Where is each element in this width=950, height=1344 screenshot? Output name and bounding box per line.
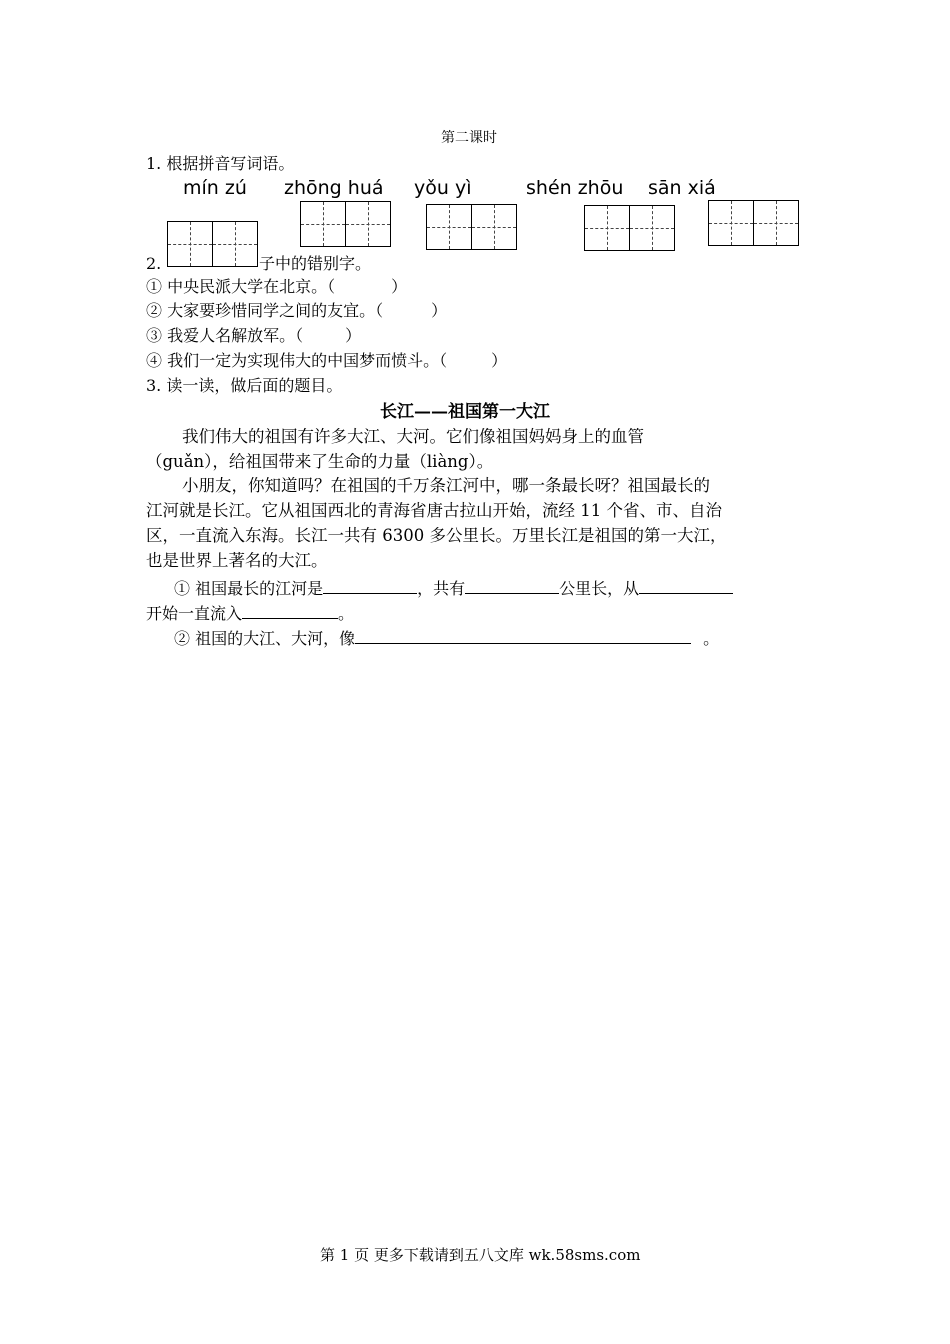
grid-cell[interactable] (585, 206, 629, 250)
writing-grid-1[interactable] (167, 221, 258, 267)
grid-cell[interactable] (427, 205, 471, 249)
pinyin-4: shén zhōu (526, 177, 624, 199)
passage-line-3: 小朋友，你知道吗？在祖国的千万条江河中，哪一条最长呀？祖国最长的 (182, 476, 710, 495)
grid-cell[interactable] (212, 222, 257, 266)
writing-grid-3[interactable] (426, 204, 517, 250)
sub-question-1-text: 开始一直流入 (146, 604, 243, 623)
sub-question-1 (174, 575, 733, 601)
writing-grid-4[interactable] (584, 205, 675, 251)
sub-question-2 (174, 625, 719, 651)
question-1-title: 1. 根据拼音写词语。 (146, 154, 295, 173)
q2-item-close: ） (431, 301, 448, 320)
pinyin-5: sān xiá (648, 177, 716, 199)
q2-item-text: ③ 我爱人名解放军。（ (146, 326, 304, 345)
writing-grid-5[interactable] (708, 200, 799, 246)
passage-line-6: 也是世界上著名的大江。 (146, 551, 328, 570)
q2-item-text: ② 大家要珍惜同学之间的友宜。（ (146, 301, 384, 320)
question-2-title-end: 子中的错别字。 (259, 254, 372, 273)
passage-line-4: 江河就是长江。它从祖国西北的青海省唐古拉山开始，流经 11 个省、市、自治 (146, 501, 722, 520)
sub-question-2-text: 。 (703, 629, 720, 648)
q2-item-text: ④ 我们一定为实现伟大的中国梦而愤斗。（ (146, 351, 448, 370)
grid-cell[interactable] (471, 205, 516, 249)
sub-question-1-text: ① 祖国最长的江河是 (174, 579, 324, 598)
sub-question-1-text: 。 (338, 604, 355, 623)
passage-title: 长江——祖国第一大江 (380, 402, 550, 422)
q2-item-close: ） (391, 277, 408, 296)
q2-item-text: ① 中央民派大学在北京。（ (146, 277, 336, 296)
grid-cell[interactable] (629, 206, 674, 250)
lesson-heading: 第二课时 (441, 130, 497, 146)
passage-line-5: 区，一直流入东海。长江一共有 6300 多公里长。万里长江是祖国的第一大江， (146, 526, 727, 545)
answer-blank-destination[interactable] (242, 600, 338, 619)
sub-question-1-text: ，共有 (417, 579, 466, 598)
q2-item-4 (146, 349, 507, 373)
question-2-title-start: 2. (146, 254, 162, 273)
sub-question-1-cont (146, 600, 354, 626)
pinyin-2: zhōng huá (284, 177, 384, 199)
grid-cell[interactable] (753, 201, 798, 245)
grid-cell[interactable] (709, 201, 753, 245)
q2-item-2 (146, 299, 447, 323)
writing-grid-2[interactable] (300, 201, 391, 247)
passage-line-2: （guǎn），给祖国带来了生命的力量（liàng）。 (146, 452, 494, 471)
pinyin-1: mín zú (183, 177, 247, 199)
sub-question-1-text: 公里长，从 (559, 579, 640, 598)
grid-cell[interactable] (345, 202, 390, 246)
passage-line-1: 我们伟大的祖国有许多大江、大河。它们像祖国妈妈身上的血管 (182, 427, 644, 446)
sub-question-2-text: ② 祖国的大江、大河，像 (174, 629, 356, 648)
answer-blank-simile[interactable] (355, 625, 691, 644)
q2-item-close: ） (491, 351, 508, 370)
q2-item-3 (146, 324, 361, 348)
answer-blank-length[interactable] (465, 575, 559, 594)
grid-cell[interactable] (301, 202, 345, 246)
question-3-title: 3. 读一读，做后面的题目。 (146, 376, 343, 395)
grid-cell[interactable] (168, 222, 212, 266)
q2-item-1 (146, 275, 407, 299)
page-footer: 第 1 页 更多下载请到五八文库 wk.58sms.com (320, 1246, 641, 1264)
answer-blank-river[interactable] (323, 575, 417, 594)
answer-blank-source[interactable] (639, 575, 733, 594)
pinyin-3: yǒu yì (414, 177, 472, 199)
q2-item-close: ） (345, 326, 362, 345)
